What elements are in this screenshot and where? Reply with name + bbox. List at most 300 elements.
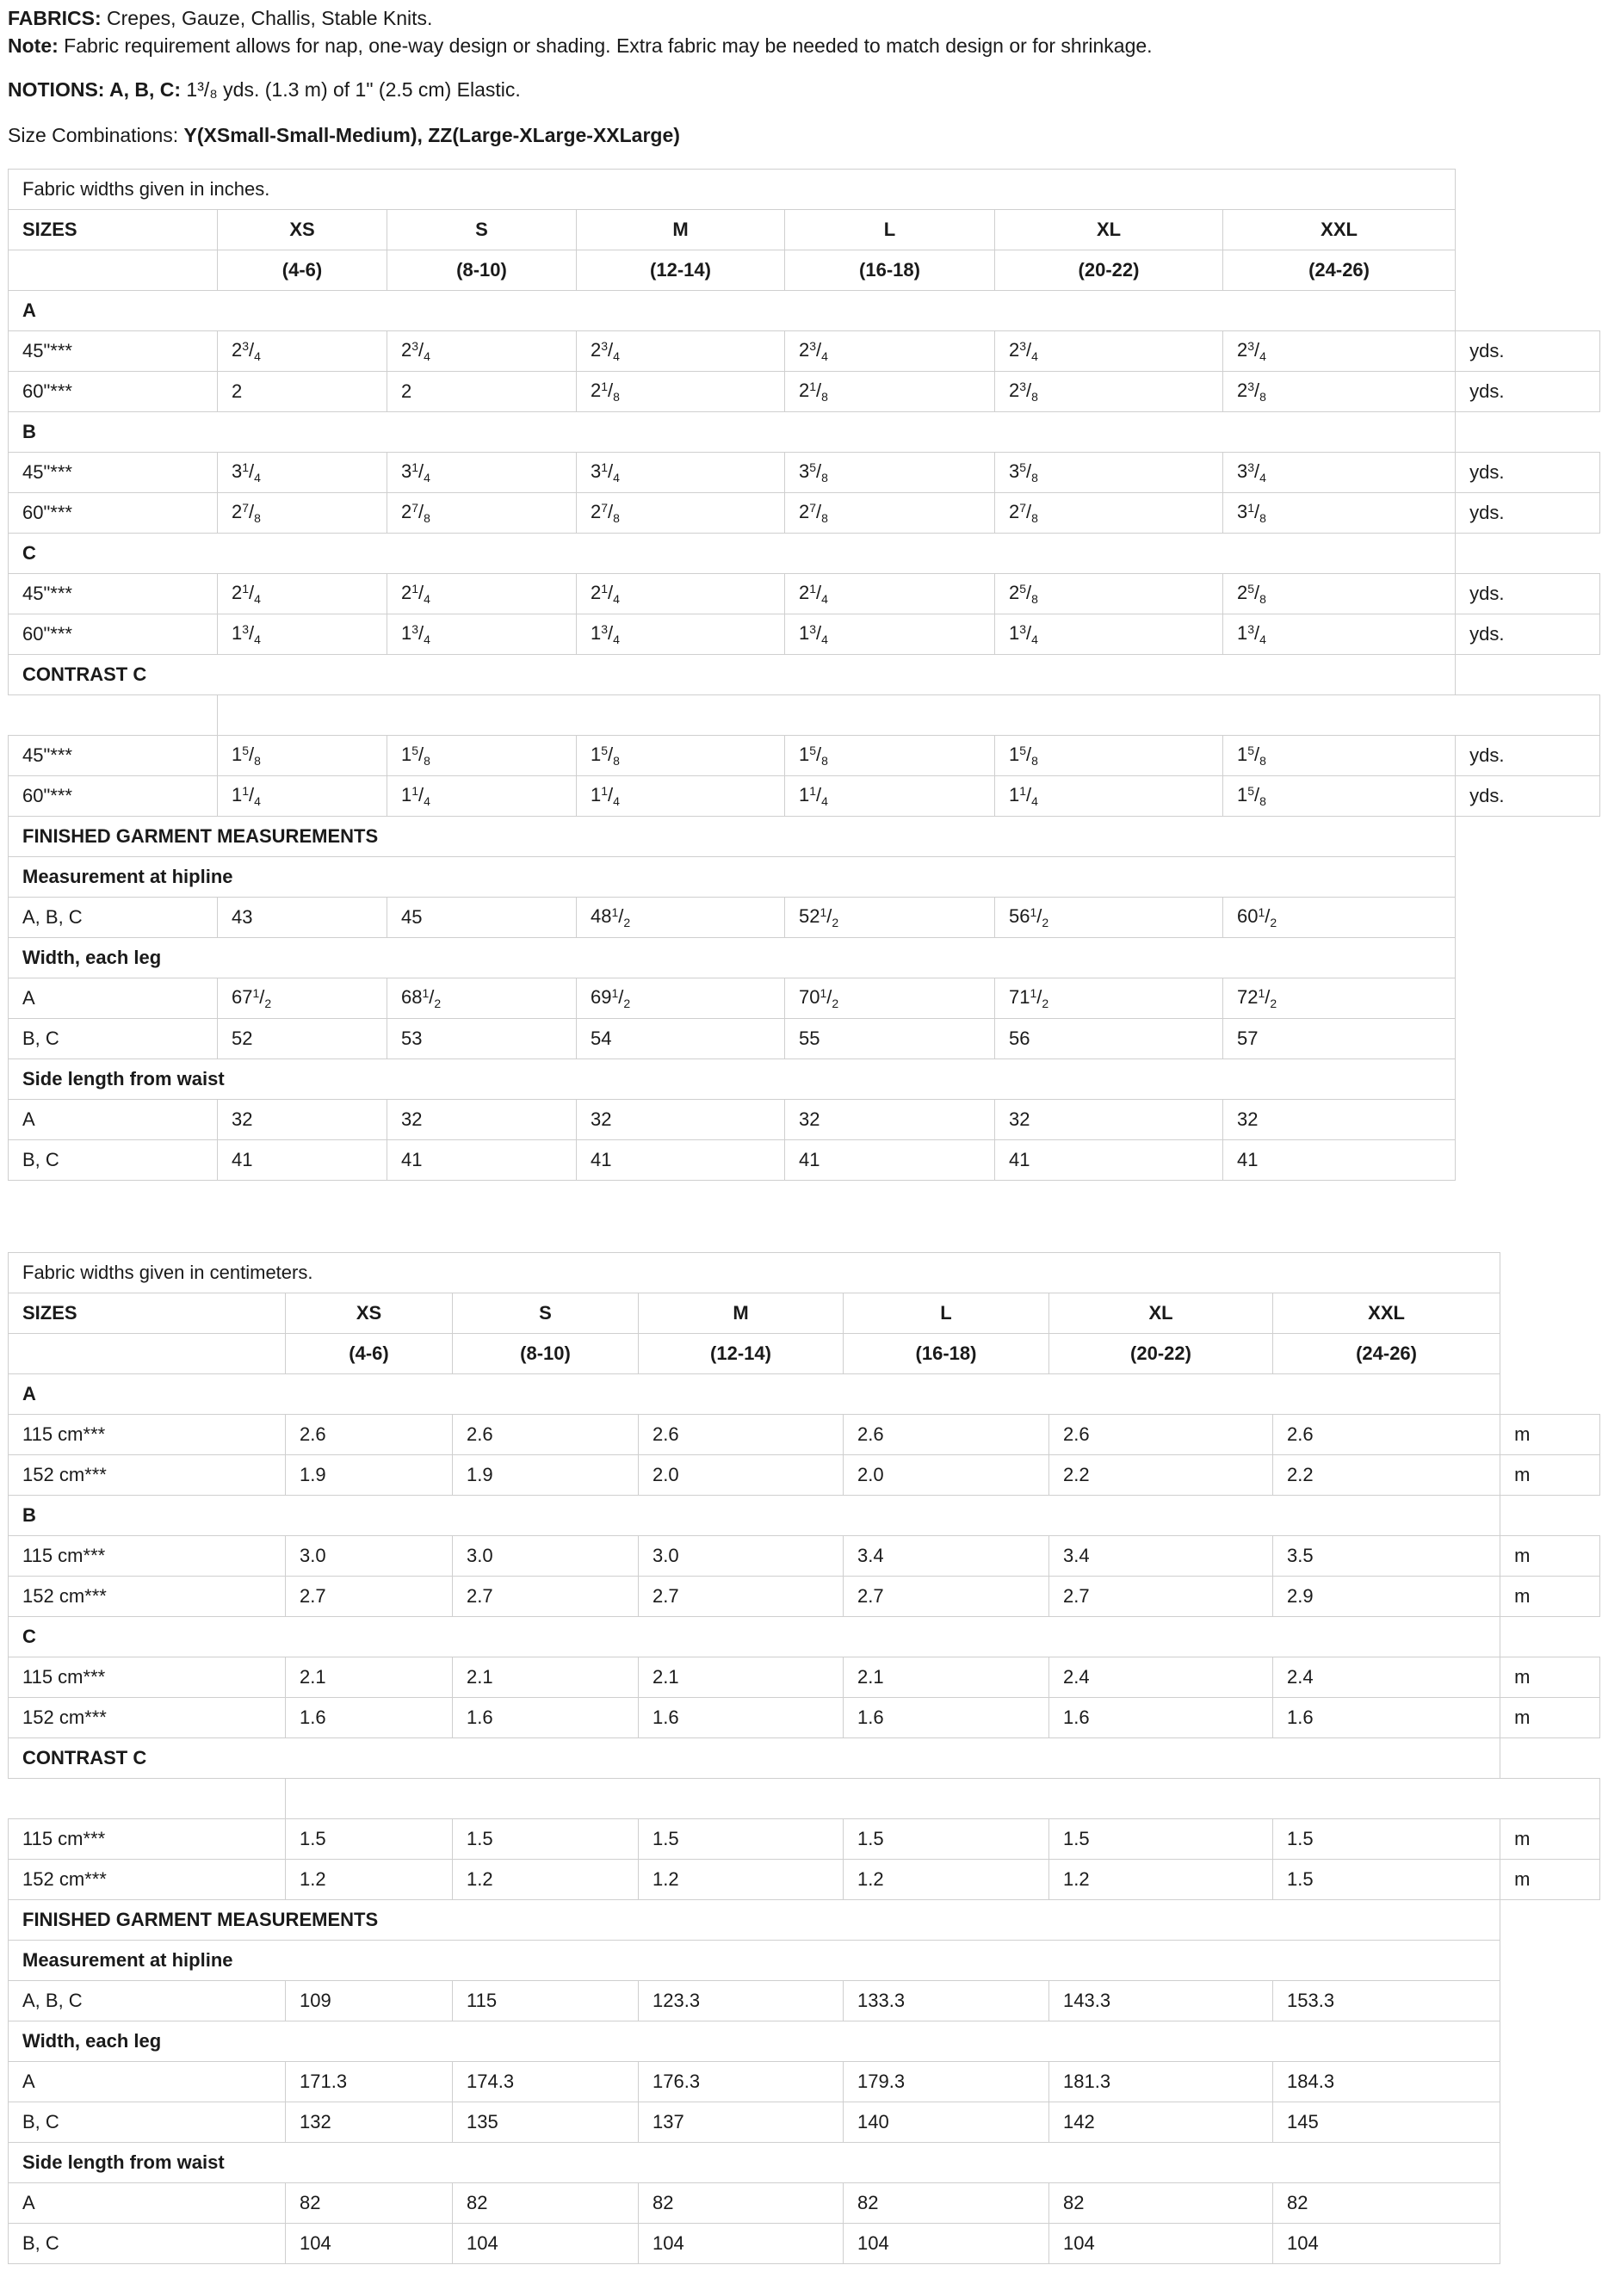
measurement-value: 32 <box>577 1100 785 1140</box>
fabric-width-label: 45"*** <box>9 453 218 493</box>
measurement-name: Measurement at hipline <box>9 1941 1500 1981</box>
measurement-value: 82 <box>453 2183 639 2224</box>
spacer-cell <box>1500 1293 1600 1334</box>
yardage-value: $1^5/_8$ <box>1223 736 1456 776</box>
yardage-value: 2.6 <box>286 1415 453 1455</box>
measurement-value: 132 <box>286 2102 453 2143</box>
measurement-value: 45 <box>387 898 577 938</box>
measurement-value: $67^1/_2$ <box>218 978 387 1019</box>
yardage-value: $1^1/_4$ <box>577 776 785 817</box>
view-label: A, B, C <box>9 898 218 938</box>
measurement-value: 82 <box>844 2183 1049 2224</box>
table-caption: Fabric widths given in centimeters. <box>9 1253 1500 1293</box>
size-header: XS <box>218 210 387 250</box>
yardage-row <box>9 574 1600 614</box>
size-range: (12-14) <box>639 1334 844 1374</box>
yardage-row <box>9 453 1600 493</box>
size-range: (16-18) <box>844 1334 1049 1374</box>
measurement-value: 137 <box>639 2102 844 2143</box>
yardage-value: 2.6 <box>844 1415 1049 1455</box>
view-header-row <box>9 534 1600 574</box>
measurement-value: 32 <box>785 1100 995 1140</box>
empty-cell <box>286 1779 1600 1819</box>
yardage-table-inches <box>8 169 1600 1181</box>
unit-label: m <box>1500 1577 1600 1617</box>
measurement-value: $52^1/_2$ <box>785 898 995 938</box>
measurement-header-row <box>9 1941 1600 1981</box>
empty-cell <box>9 250 218 291</box>
unit-label: m <box>1500 1657 1600 1698</box>
yardage-value: 2.6 <box>639 1415 844 1455</box>
yardage-value: 3.0 <box>639 1536 844 1577</box>
measurement-value: 41 <box>995 1140 1223 1181</box>
yardage-value: 2 <box>218 372 387 412</box>
yardage-value: $2^1/_4$ <box>785 574 995 614</box>
measurement-value: 145 <box>1273 2102 1500 2143</box>
size-range: (20-22) <box>1049 1334 1273 1374</box>
measurement-value: 104 <box>639 2224 844 2264</box>
size-combination-line <box>8 123 680 147</box>
fabric-width-label: 115 cm*** <box>9 1819 286 1860</box>
spacer-cell <box>1456 1100 1600 1140</box>
yardage-value: $2^5/_8$ <box>995 574 1223 614</box>
measurement-value: 115 <box>453 1981 639 2021</box>
yardage-value: $2^1/_4$ <box>218 574 387 614</box>
fabric-width-label: 60"*** <box>9 493 218 534</box>
measurement-value: 104 <box>453 2224 639 2264</box>
yardage-value: 1.9 <box>286 1455 453 1496</box>
yardage-value: 2.1 <box>286 1657 453 1698</box>
blank-row <box>9 1779 1600 1819</box>
yardage-row <box>9 1455 1600 1496</box>
measurement-row <box>9 1981 1600 2021</box>
yardage-value: $2^7/_8$ <box>218 493 387 534</box>
yardage-value: $2^5/_8$ <box>1223 574 1456 614</box>
measurement-name: Width, each leg <box>9 2021 1500 2062</box>
yardage-value: 1.5 <box>453 1819 639 1860</box>
size-range: (24-26) <box>1223 250 1456 291</box>
yardage-value: 1.6 <box>639 1698 844 1738</box>
fabric-width-label: 45"*** <box>9 574 218 614</box>
size-header: XXL <box>1223 210 1456 250</box>
yardage-value: 2.2 <box>1049 1455 1273 1496</box>
spacer-cell <box>1500 1738 1600 1779</box>
size-range-row <box>9 1334 1600 1374</box>
note-line <box>8 34 1153 58</box>
measurement-value: 140 <box>844 2102 1049 2143</box>
measurement-value: 32 <box>1223 1100 1456 1140</box>
yardage-value: 1.6 <box>286 1698 453 1738</box>
measurement-value: 41 <box>387 1140 577 1181</box>
measurement-value: $56^1/_2$ <box>995 898 1223 938</box>
measurement-value: 184.3 <box>1273 2062 1500 2102</box>
yardage-table-centimeters <box>8 1252 1600 2264</box>
spacer-cell <box>1500 1617 1600 1657</box>
yardage-value: 1.5 <box>286 1819 453 1860</box>
measurement-value: 55 <box>785 1019 995 1059</box>
yardage-value: 2 <box>387 372 577 412</box>
size-range: (4-6) <box>286 1334 453 1374</box>
view-label: B, C <box>9 2102 286 2143</box>
measurement-row <box>9 898 1600 938</box>
measurement-value: 82 <box>1049 2183 1273 2224</box>
yardage-value: $3^3/_4$ <box>1223 453 1456 493</box>
measurement-value: 32 <box>995 1100 1223 1140</box>
measurement-row <box>9 2224 1600 2264</box>
measurement-header-row <box>9 938 1600 978</box>
yardage-value: $2^3/_4$ <box>577 331 785 372</box>
measurement-value: 104 <box>1049 2224 1273 2264</box>
view-header-row <box>9 1738 1600 1779</box>
yardage-value: $1^5/_8$ <box>785 736 995 776</box>
measurement-value: 43 <box>218 898 387 938</box>
yardage-value: 1.2 <box>286 1860 453 1900</box>
note-label: Note: <box>8 34 59 57</box>
fabric-width-label: 115 cm*** <box>9 1657 286 1698</box>
measurement-value: 104 <box>844 2224 1049 2264</box>
empty-cell <box>9 1779 286 1819</box>
empty-cell <box>218 695 1600 736</box>
table-caption: Fabric widths given in inches. <box>9 170 1456 210</box>
spacer-cell <box>1456 210 1600 250</box>
yardage-value: 1.5 <box>1273 1860 1500 1900</box>
unit-label: m <box>1500 1698 1600 1738</box>
unit-label: m <box>1500 1415 1600 1455</box>
empty-cell <box>9 1334 286 1374</box>
size-range: (20-22) <box>995 250 1223 291</box>
yardage-row <box>9 1657 1600 1698</box>
measurement-header-row <box>9 857 1600 898</box>
unit-label: m <box>1500 1455 1600 1496</box>
size-combo-text: Y(XSmall-Small-Medium), ZZ(Large-XLarge-XXLarge) <box>183 124 680 146</box>
sizes-label: SIZES <box>9 1293 286 1334</box>
yardage-value: $1^1/_4$ <box>387 776 577 817</box>
spacer-cell <box>1456 1059 1600 1100</box>
yardage-value: $2^3/_8$ <box>1223 372 1456 412</box>
unit-label: yds. <box>1456 776 1600 817</box>
yardage-value: $3^5/_8$ <box>995 453 1223 493</box>
yardage-value: 2.1 <box>453 1657 639 1698</box>
size-range: (8-10) <box>453 1334 639 1374</box>
unit-label: yds. <box>1456 614 1600 655</box>
spacer-cell <box>1500 1496 1600 1536</box>
spacer-cell <box>1500 2143 1600 2183</box>
unit-label: m <box>1500 1819 1600 1860</box>
yardage-row <box>9 1415 1600 1455</box>
yardage-value: 2.1 <box>844 1657 1049 1698</box>
spacer-cell <box>1500 1334 1600 1374</box>
unit-label: yds. <box>1456 372 1600 412</box>
measurement-row <box>9 2102 1600 2143</box>
view-label: A <box>9 291 1456 331</box>
size-range: (8-10) <box>387 250 577 291</box>
yardage-value: $3^1/_4$ <box>387 453 577 493</box>
size-header: M <box>639 1293 844 1334</box>
yardage-row <box>9 1860 1600 1900</box>
spacer-cell <box>1500 1253 1600 1293</box>
measurement-value: 56 <box>995 1019 1223 1059</box>
yardage-value: 3.5 <box>1273 1536 1500 1577</box>
measurement-row <box>9 1140 1600 1181</box>
yardage-value: 2.6 <box>1273 1415 1500 1455</box>
yardage-value: 3.0 <box>286 1536 453 1577</box>
size-header: S <box>387 210 577 250</box>
measurement-value: 41 <box>785 1140 995 1181</box>
view-label: A, B, C <box>9 1981 286 2021</box>
spacer-cell <box>1456 857 1600 898</box>
empty-cell <box>9 695 218 736</box>
yardage-value: $2^7/_8$ <box>995 493 1223 534</box>
measurement-value: 82 <box>1273 2183 1500 2224</box>
yardage-value: 1.2 <box>639 1860 844 1900</box>
note-text: Fabric requirement allows for nap, one-way design or shading. Extra fabric may be needed to match design or for shrinkage. <box>58 34 1153 57</box>
measurement-value: 123.3 <box>639 1981 844 2021</box>
view-header-row <box>9 655 1600 695</box>
yardage-value: 1.5 <box>844 1819 1049 1860</box>
size-range: (24-26) <box>1273 1334 1500 1374</box>
caption-row <box>9 170 1600 210</box>
spacer-cell <box>1456 978 1600 1019</box>
yardage-value: $2^3/_4$ <box>387 331 577 372</box>
yardage-value: 3.4 <box>1049 1536 1273 1577</box>
measurement-value: $72^1/_2$ <box>1223 978 1456 1019</box>
measurement-value: 32 <box>387 1100 577 1140</box>
fabrics-line <box>8 6 432 30</box>
view-label: C <box>9 1617 1500 1657</box>
fabric-width-label: 115 cm*** <box>9 1536 286 1577</box>
measurement-value: 104 <box>286 2224 453 2264</box>
yardage-row <box>9 493 1600 534</box>
view-header-row <box>9 291 1600 331</box>
view-label: B, C <box>9 2224 286 2264</box>
spacer-cell <box>1500 2021 1600 2062</box>
measurement-value: 181.3 <box>1049 2062 1273 2102</box>
fabric-width-label: 60"*** <box>9 614 218 655</box>
yardage-value: 2.7 <box>1049 1577 1273 1617</box>
unit-label: m <box>1500 1536 1600 1577</box>
spacer-cell <box>1456 938 1600 978</box>
size-header: M <box>577 210 785 250</box>
measurement-value: 41 <box>577 1140 785 1181</box>
spacer-cell <box>1456 1019 1600 1059</box>
measurement-value: 54 <box>577 1019 785 1059</box>
measurement-name: Side length from waist <box>9 2143 1500 2183</box>
yardage-value: 1.2 <box>844 1860 1049 1900</box>
view-label: B, C <box>9 1140 218 1181</box>
yardage-value: $1^3/_4$ <box>1223 614 1456 655</box>
measurement-value: $69^1/_2$ <box>577 978 785 1019</box>
yardage-value: $1^1/_4$ <box>995 776 1223 817</box>
yardage-value: 2.7 <box>639 1577 844 1617</box>
finished-header-row <box>9 817 1600 857</box>
yardage-value: $1^3/_4$ <box>577 614 785 655</box>
measurement-value: 53 <box>387 1019 577 1059</box>
view-label: CONTRAST C <box>9 655 1456 695</box>
yardage-value: 2.0 <box>844 1455 1049 1496</box>
size-header: S <box>453 1293 639 1334</box>
yardage-value: $2^1/_4$ <box>577 574 785 614</box>
spacer-cell <box>1456 412 1600 453</box>
spacer-cell <box>1456 250 1600 291</box>
yardage-row <box>9 614 1600 655</box>
fabric-width-label: 152 cm*** <box>9 1698 286 1738</box>
yardage-value: $3^1/_4$ <box>577 453 785 493</box>
spacer-cell <box>1500 1941 1600 1981</box>
view-header-row <box>9 412 1600 453</box>
measurement-name: Width, each leg <box>9 938 1456 978</box>
unit-label: m <box>1500 1860 1600 1900</box>
spacer-cell <box>1456 534 1600 574</box>
measurement-value: 153.3 <box>1273 1981 1500 2021</box>
measurement-value: $60^1/_2$ <box>1223 898 1456 938</box>
yardage-value: $1^1/_4$ <box>218 776 387 817</box>
yardage-row <box>9 776 1600 817</box>
measurement-value: 142 <box>1049 2102 1273 2143</box>
yardage-value: $2^3/_4$ <box>1223 331 1456 372</box>
fabrics-label: FABRICS: <box>8 7 102 29</box>
size-header: XL <box>995 210 1223 250</box>
unit-label: yds. <box>1456 574 1600 614</box>
sizes-header-row <box>9 1293 1600 1334</box>
view-label: B <box>9 1496 1500 1536</box>
unit-label: yds. <box>1456 331 1600 372</box>
yardage-value: $2^1/_4$ <box>387 574 577 614</box>
yardage-row <box>9 1577 1600 1617</box>
yardage-value: 2.0 <box>639 1455 844 1496</box>
spacer-cell <box>1456 817 1600 857</box>
measurement-value: $48^1/_2$ <box>577 898 785 938</box>
yardage-value: 2.7 <box>453 1577 639 1617</box>
fabric-width-label: 45"*** <box>9 736 218 776</box>
yardage-value: 1.6 <box>453 1698 639 1738</box>
size-range-row <box>9 250 1600 291</box>
size-header: XXL <box>1273 1293 1500 1334</box>
measurement-header-row <box>9 2021 1600 2062</box>
view-label: A <box>9 978 218 1019</box>
measurement-value: 109 <box>286 1981 453 2021</box>
fabric-width-label: 152 cm*** <box>9 1860 286 1900</box>
yardage-value: $1^3/_4$ <box>387 614 577 655</box>
yardage-row <box>9 372 1600 412</box>
size-header: XS <box>286 1293 453 1334</box>
spacer-cell <box>1456 1140 1600 1181</box>
fabric-width-label: 152 cm*** <box>9 1455 286 1496</box>
yardage-value: $1^3/_4$ <box>995 614 1223 655</box>
measurement-value: 133.3 <box>844 1981 1049 2021</box>
unit-label: yds. <box>1456 493 1600 534</box>
fabric-width-label: 45"*** <box>9 331 218 372</box>
caption-row <box>9 1253 1600 1293</box>
spacer-cell <box>1500 1900 1600 1941</box>
measurement-value: $70^1/_2$ <box>785 978 995 1019</box>
yardage-value: $1^3/_4$ <box>785 614 995 655</box>
yardage-row <box>9 331 1600 372</box>
yardage-value: 3.4 <box>844 1536 1049 1577</box>
view-header-row <box>9 1374 1600 1415</box>
spacer-cell <box>1500 1374 1600 1415</box>
measurement-row <box>9 1100 1600 1140</box>
measurement-value: 32 <box>218 1100 387 1140</box>
yardage-value: 2.9 <box>1273 1577 1500 1617</box>
yardage-value: $3^1/_4$ <box>218 453 387 493</box>
sizes-label: SIZES <box>9 210 218 250</box>
measurement-value: 82 <box>286 2183 453 2224</box>
yardage-value: $2^3/_4$ <box>785 331 995 372</box>
view-label: A <box>9 1100 218 1140</box>
notions-text: 1³/₈ yds. (1.3 m) of 1" (2.5 cm) Elastic. <box>181 78 521 101</box>
measurement-value: 41 <box>218 1140 387 1181</box>
fabrics-text: Crepes, Gauze, Challis, Stable Knits. <box>101 7 433 29</box>
view-header-row <box>9 1617 1600 1657</box>
measurement-value: 174.3 <box>453 2062 639 2102</box>
yardage-value: 2.4 <box>1049 1657 1273 1698</box>
yardage-value: 1.2 <box>1049 1860 1273 1900</box>
spacer-cell <box>1456 898 1600 938</box>
fabric-width-label: 60"*** <box>9 372 218 412</box>
view-label: C <box>9 534 1456 574</box>
yardage-value: $1^1/_4$ <box>785 776 995 817</box>
yardage-value: $1^5/_8$ <box>577 736 785 776</box>
unit-label: yds. <box>1456 453 1600 493</box>
measurement-value: 52 <box>218 1019 387 1059</box>
yardage-value: $1^3/_4$ <box>218 614 387 655</box>
measurement-value: 135 <box>453 2102 639 2143</box>
measurement-value: 104 <box>1273 2224 1500 2264</box>
yardage-value: $1^5/_8$ <box>387 736 577 776</box>
yardage-value: $2^3/_4$ <box>218 331 387 372</box>
measurement-name: Side length from waist <box>9 1059 1456 1100</box>
yardage-value: 1.6 <box>844 1698 1049 1738</box>
yardage-value: 1.5 <box>1273 1819 1500 1860</box>
measurement-header-row <box>9 2143 1600 2183</box>
yardage-value: $3^5/_8$ <box>785 453 995 493</box>
spacer-cell <box>1456 170 1600 210</box>
yardage-value: 2.6 <box>1049 1415 1273 1455</box>
measurement-row <box>9 2062 1600 2102</box>
measurement-value: $71^1/_2$ <box>995 978 1223 1019</box>
size-range: (4-6) <box>218 250 387 291</box>
fabric-width-label: 60"*** <box>9 776 218 817</box>
yardage-row <box>9 1536 1600 1577</box>
yardage-value: 2.7 <box>844 1577 1049 1617</box>
yardage-value: 2.4 <box>1273 1657 1500 1698</box>
view-label: B <box>9 412 1456 453</box>
yardage-row <box>9 736 1600 776</box>
measurement-header-row <box>9 1059 1600 1100</box>
yardage-value: 3.0 <box>453 1536 639 1577</box>
measurement-value: 143.3 <box>1049 1981 1273 2021</box>
spacer-cell <box>1500 2224 1600 2264</box>
yardage-value: 2.7 <box>286 1577 453 1617</box>
measurement-value: 179.3 <box>844 2062 1049 2102</box>
size-range: (16-18) <box>785 250 995 291</box>
spacer-cell <box>1500 2062 1600 2102</box>
fabric-width-label: 152 cm*** <box>9 1577 286 1617</box>
yardage-value: 1.9 <box>453 1455 639 1496</box>
measurement-value: 171.3 <box>286 2062 453 2102</box>
notions-label: NOTIONS: A, B, C: <box>8 78 182 101</box>
measurement-value: 176.3 <box>639 2062 844 2102</box>
spacer-cell <box>1500 2183 1600 2224</box>
yardage-value: 2.1 <box>639 1657 844 1698</box>
yardage-value: 1.6 <box>1049 1698 1273 1738</box>
view-label: A <box>9 1374 1500 1415</box>
yardage-value: $2^1/_8$ <box>577 372 785 412</box>
size-header: L <box>844 1293 1049 1334</box>
yardage-row <box>9 1698 1600 1738</box>
size-header: XL <box>1049 1293 1273 1334</box>
yardage-value: 1.5 <box>639 1819 844 1860</box>
